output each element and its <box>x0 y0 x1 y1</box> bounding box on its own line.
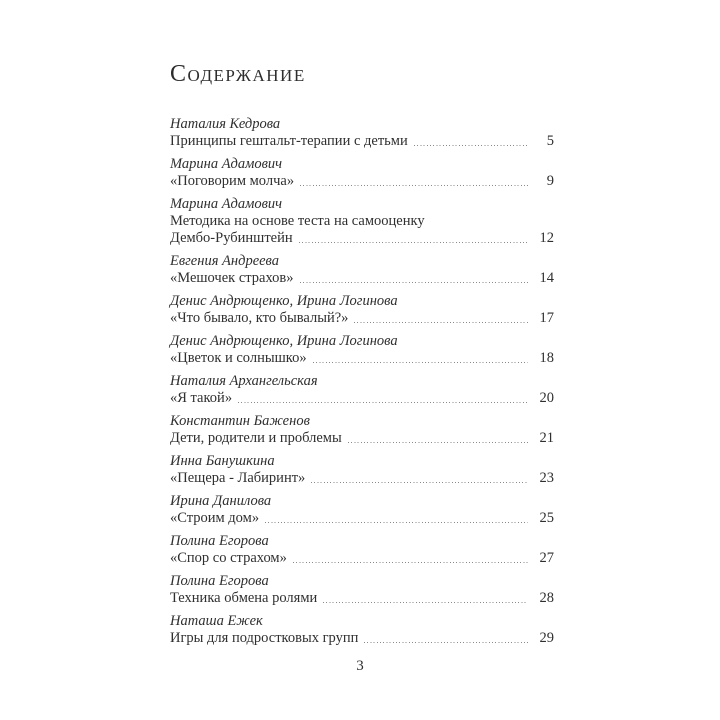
dot-leader <box>313 362 528 363</box>
toc-entry-author: Полина Егорова <box>170 573 269 589</box>
dot-leader <box>364 642 528 643</box>
dot-leader <box>354 322 528 323</box>
toc-entry-page-number: 5 <box>546 133 554 149</box>
toc-entry-title-block <box>170 590 554 607</box>
toc-entry-title-block <box>170 270 554 287</box>
toc-entry-title-line <box>170 230 554 247</box>
dot-leader <box>311 482 528 483</box>
toc-entry-title-line <box>170 213 554 230</box>
toc-entry-title: Принципы гештальт-терапии с детьми <box>170 133 408 149</box>
page-title: Содержание <box>170 61 306 87</box>
toc-entry-title-block <box>170 550 554 567</box>
toc-entry-author: Инна Банушкина <box>170 453 275 469</box>
toc-entry-page-number: 29 <box>539 630 554 646</box>
toc-entry-title: Методика на основе теста на самооценку <box>170 213 425 229</box>
toc-entry-page-number: 18 <box>539 350 554 366</box>
toc-entry-title: «Я такой» <box>170 390 233 406</box>
toc-entry <box>170 196 554 247</box>
toc-entry-title: «Спор со страхом» <box>170 550 287 566</box>
toc-entry-page-number: 20 <box>539 390 554 406</box>
toc-entry-title-line <box>170 470 554 487</box>
toc-entry-title: «Мешочек страхов» <box>170 270 294 286</box>
toc-entry-page-number: 12 <box>539 230 554 246</box>
toc-entry-title: «Строим дом» <box>170 510 260 526</box>
toc-entry-page-number: 14 <box>539 270 554 286</box>
toc-entry <box>170 573 554 607</box>
dot-leader <box>299 242 528 243</box>
toc-entry-title: «Цветок и солнышко» <box>170 350 307 366</box>
toc-entry-author: Константин Баженов <box>170 413 310 429</box>
toc-list <box>170 116 554 647</box>
toc-content <box>170 60 554 653</box>
toc-entry <box>170 253 554 287</box>
toc-entry-title: Игры для подростковых групп <box>170 630 359 646</box>
toc-entry-title-line <box>170 133 554 150</box>
toc-entry-title: Дети, родители и проблемы <box>170 430 342 446</box>
toc-entry-author: Ирина Данилова <box>170 493 272 509</box>
toc-entry-title-block <box>170 133 554 150</box>
toc-entry-title-line <box>170 350 554 367</box>
toc-entry <box>170 156 554 190</box>
toc-entry-author: Наталия Кедрова <box>170 116 281 132</box>
toc-entry <box>170 533 554 567</box>
toc-entry-page-number: 23 <box>539 470 554 486</box>
toc-entry-title-block <box>170 630 554 647</box>
toc-entry <box>170 293 554 327</box>
toc-entry-title-line <box>170 430 554 447</box>
toc-entry-title: Техника обмена ролями <box>170 590 318 606</box>
toc-entry-author: Полина Егорова <box>170 533 269 549</box>
toc-entry-title-line <box>170 390 554 407</box>
dot-leader <box>265 522 528 523</box>
toc-entry-title-block <box>170 470 554 487</box>
toc-entry <box>170 493 554 527</box>
toc-entry-title-block <box>170 213 554 247</box>
toc-entry-title: Дембо-Рубинштейн <box>170 230 293 246</box>
toc-entry-author: Денис Андрющенко, Ирина Логинова <box>170 333 398 349</box>
toc-entry-author: Марина Адамович <box>170 196 283 212</box>
toc-entry-author: Евгения Андреева <box>170 253 280 269</box>
toc-entry <box>170 333 554 367</box>
toc-entry-title-line <box>170 510 554 527</box>
toc-entry-title-block <box>170 173 554 190</box>
folio-page-number: 3 <box>356 658 364 674</box>
toc-entry-title: «Поговорим молча» <box>170 173 295 189</box>
toc-entry-page-number: 27 <box>539 550 554 566</box>
dot-leader <box>348 442 528 443</box>
toc-entry-title-line <box>170 310 554 327</box>
toc-entry-page-number: 17 <box>539 310 554 326</box>
toc-entry-title-line <box>170 173 554 190</box>
toc-entry <box>170 413 554 447</box>
toc-entry <box>170 373 554 407</box>
toc-entry-author: Денис Андрющенко, Ирина Логинова <box>170 293 398 309</box>
dot-leader <box>293 562 528 563</box>
dot-leader <box>238 402 528 403</box>
toc-entry-title-block <box>170 430 554 447</box>
toc-entry <box>170 613 554 647</box>
toc-entry-page-number: 9 <box>546 173 554 189</box>
toc-entry-title: «Что бывало, кто бывалый?» <box>170 310 349 326</box>
toc-entry-title-block <box>170 510 554 527</box>
toc-entry <box>170 116 554 150</box>
toc-entry-title-block <box>170 350 554 367</box>
dot-leader <box>323 602 528 603</box>
toc-entry-title: «Пещера - Лабиринт» <box>170 470 306 486</box>
toc-entry-title-block <box>170 310 554 327</box>
toc-entry-author: Марина Адамович <box>170 156 283 172</box>
toc-entry-page-number: 21 <box>539 430 554 446</box>
toc-entry-page-number: 25 <box>539 510 554 526</box>
toc-entry <box>170 453 554 487</box>
toc-entry-author: Наташа Ежек <box>170 613 263 629</box>
toc-entry-title-line <box>170 550 554 567</box>
toc-entry-title-block <box>170 390 554 407</box>
toc-entry-title-line <box>170 270 554 287</box>
dot-leader <box>300 282 528 283</box>
toc-entry-title-line <box>170 630 554 647</box>
toc-entry-page-number: 28 <box>539 590 554 606</box>
dot-leader <box>414 145 528 146</box>
toc-entry-author: Наталия Архангельская <box>170 373 318 389</box>
toc-entry-title-line <box>170 590 554 607</box>
dot-leader <box>300 185 528 186</box>
